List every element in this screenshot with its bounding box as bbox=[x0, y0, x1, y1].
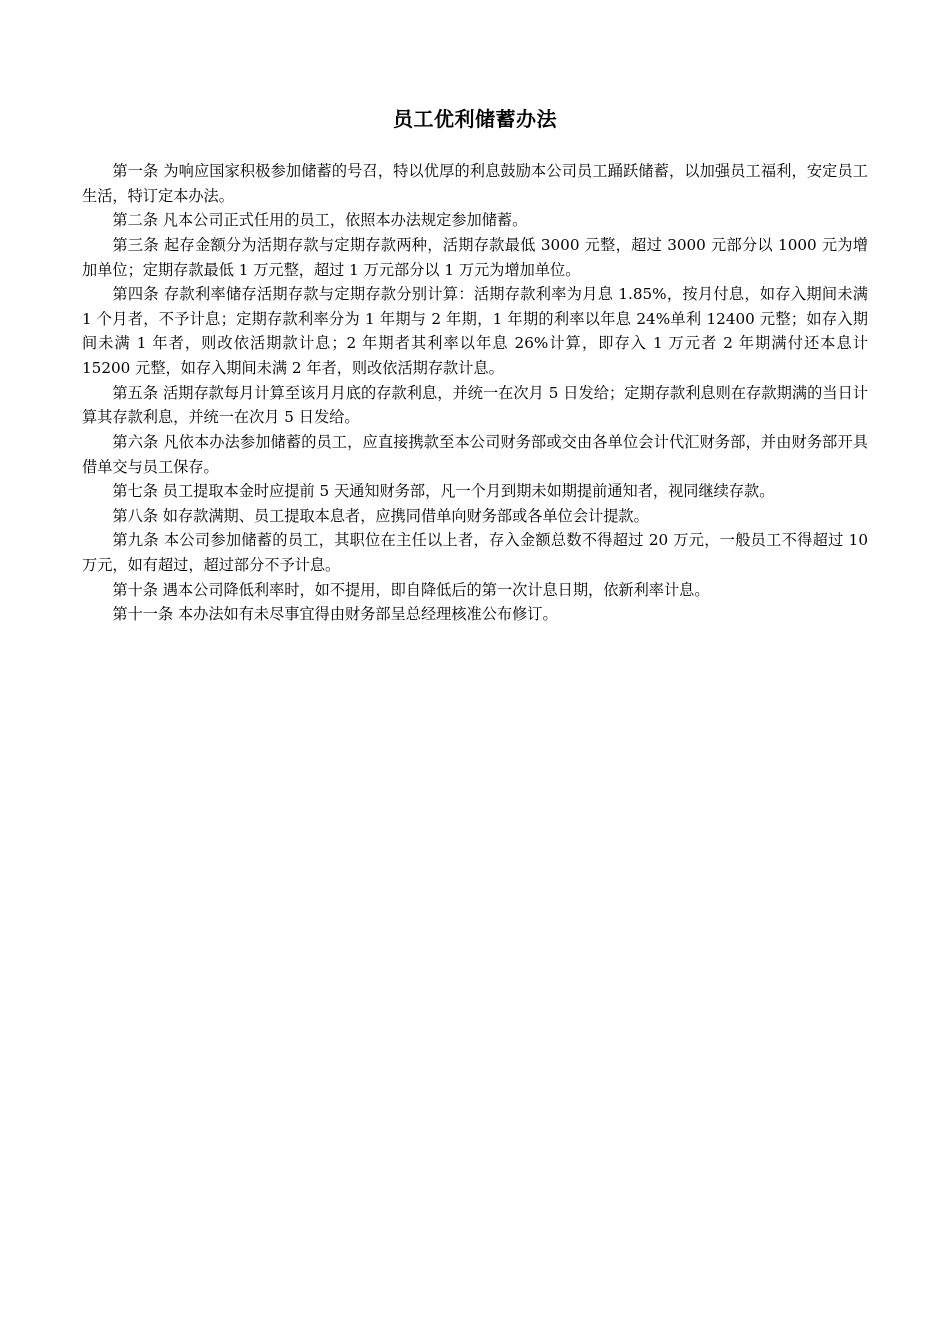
paragraph-8: 第八条 如存款满期、员工提取本息者，应携同借单向财务部或各单位会计提款。 bbox=[112, 506, 649, 525]
page-title: 员工优利储蓄办法 bbox=[393, 107, 557, 131]
paragraph-1: 第一条 为响应国家积极参加储蓄的号召，特以优厚的利息鼓励本公司员工踊跃储蓄，以加强员工福利，安定员工生活，特订定本办法。 bbox=[82, 162, 868, 205]
paragraph-11: 第十一条 本办法如有未尽事宜得由财务部呈总经理核准公布修订。 bbox=[112, 605, 558, 624]
paragraph-2: 第二条 凡本公司正式任用的员工，依照本办法规定参加储蓄。 bbox=[112, 211, 528, 230]
paragraph-10: 第十条 遇本公司降低利率时，如不提用，即自降低后的第一次计息日期，依新利率计息。 bbox=[112, 580, 710, 599]
paragraph-6: 第六条 凡依本办法参加储蓄的员工，应直接携款至本公司财务部或交由各单位会计代汇财务部，并由财务部开具借单交与员工保存。 bbox=[82, 432, 868, 476]
paragraph-5: 第五条 活期存款每月计算至该月月底的存款利息，并统一在次月 5 日发给；定期存款利息则在存款期满的当日计算其存款利息，并统一在次月 5 日发给。 bbox=[82, 383, 868, 427]
paragraph-3: 第三条 起存金额分为活期存款与定期存款两种，活期存款最低 3000 元整，超过 3000 元部分以 1000 元为增加单位；定期存款最低 1 万元整，超过 1 万元部分以 1 万元为增加单位。 bbox=[82, 235, 868, 279]
document-body bbox=[82, 159, 868, 627]
paragraph-7: 第七条 员工提取本金时应提前 5 天通知财务部，凡一个月到期未如期提前通知者，视同继续存款。 bbox=[112, 482, 775, 501]
paragraph-9: 第九条 本公司参加储蓄的员工，其职位在主任以上者，存入金额总数不得超过 20 万元，一般员工不得超过 10 万元，如有超过，超过部分不予计息。 bbox=[82, 531, 868, 574]
paragraph-4: 第四条 存款利率储存活期存款与定期存款分别计算：活期存款利率为月息 1.85%，按月付息，如存入期间未满 1 个月者，不予计息；定期存款利率分为 1 年期与 2 年期，1 年期的利率以年息 24%单利 12400 元整；如存入期间未满 1 年者，则改依活期款计息；2 年期者其利率以年息 26%计算，即存入 1 万元者 2 年期满付还本息计 15200 元整，如存入期间未满 2 年者，则改依活期存款计息。 bbox=[82, 285, 868, 377]
